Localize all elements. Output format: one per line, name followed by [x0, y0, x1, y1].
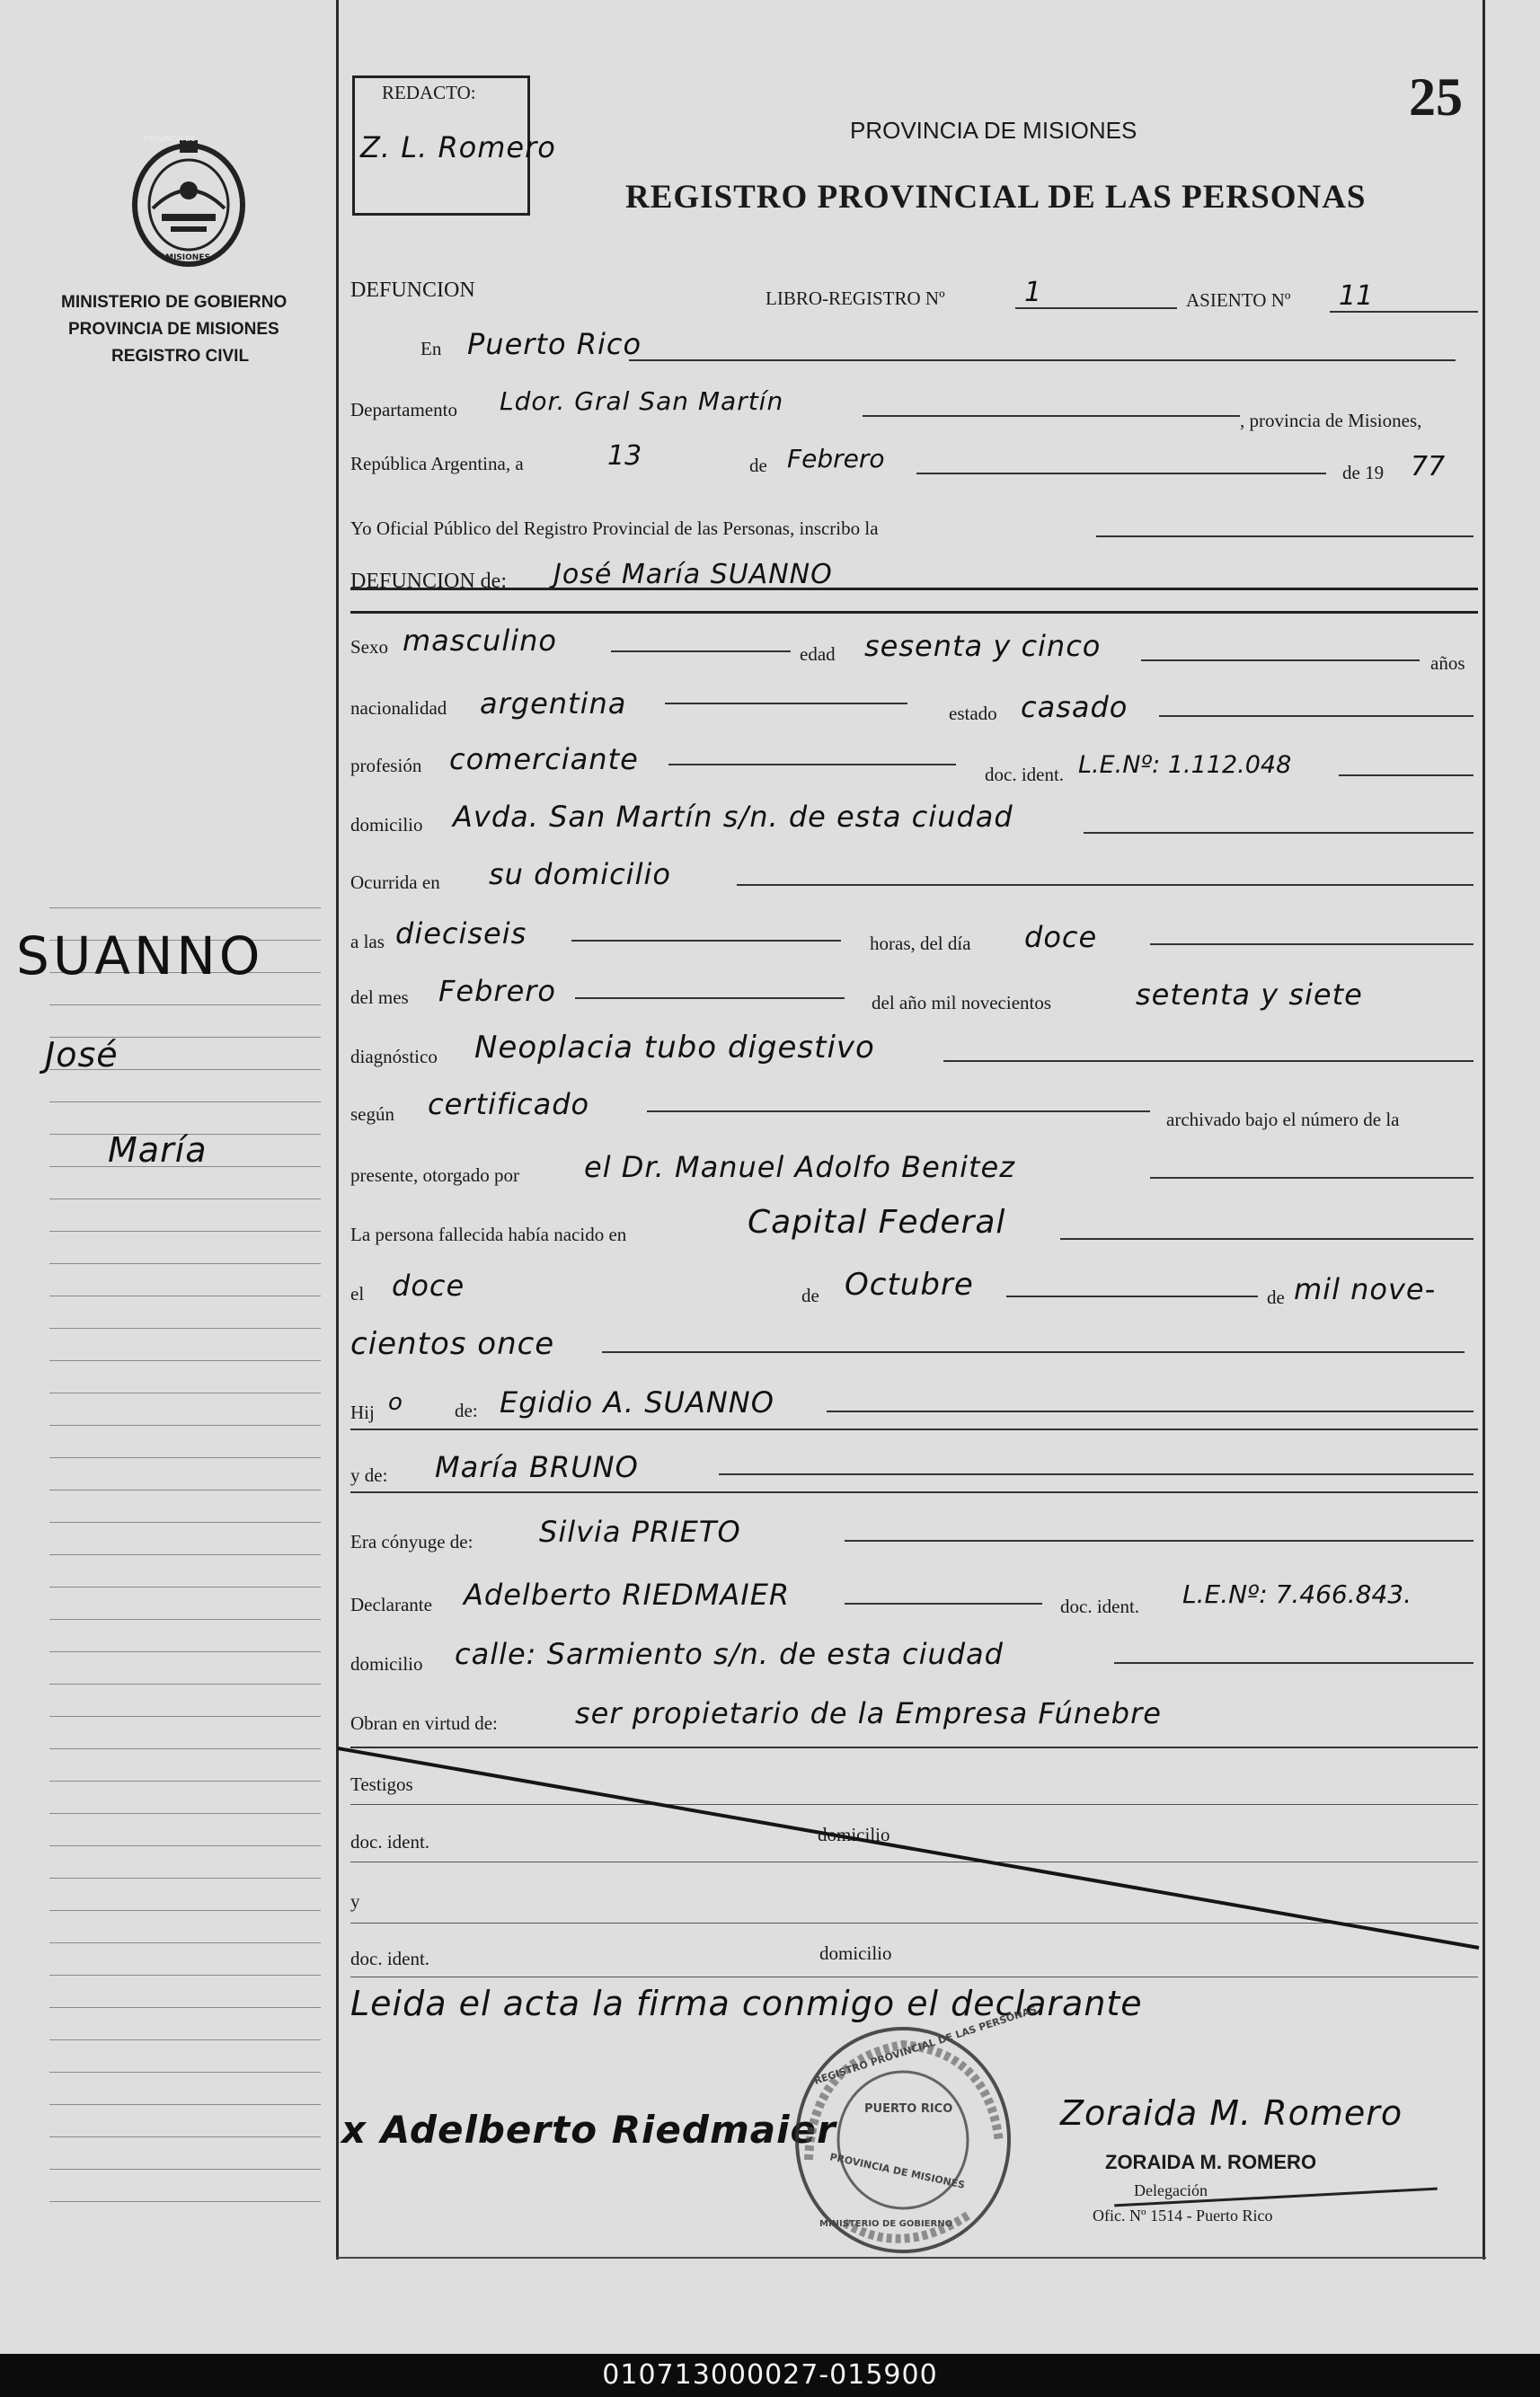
archivado-label: archivado bajo el número de la [1166, 1109, 1400, 1130]
del-mes-label: del mes [350, 986, 409, 1008]
decl-doc-label: doc. ident. [1060, 1596, 1140, 1617]
header-province: PROVINCIA DE MISIONES [850, 117, 1137, 144]
conyuge-label: Era cónyuge de: [350, 1531, 474, 1552]
header-title: REGISTRO PROVINCIAL DE LAS PERSONAS [625, 179, 1367, 216]
t2-domicilio-label: domicilio [819, 1942, 892, 1964]
sexo-label: Sexo [350, 636, 388, 658]
declarante-signature: x Adelberto Riedmaier [341, 2108, 836, 2152]
a-las-value: dieciseis [395, 916, 527, 951]
coat-of-arms-icon [126, 137, 252, 270]
sidebar-rule-line [49, 2201, 321, 2202]
sidebar-rule-line [49, 1975, 321, 1976]
stamp-center-text: PUERTO RICO [864, 2102, 953, 2116]
sidebar-rule-line [49, 1813, 321, 1814]
nacionalidad-value: argentina [480, 686, 627, 721]
obran-value: ser propietario de la Empresa Fúnebre [575, 1696, 1162, 1730]
hijo-de-label: de: [455, 1400, 478, 1421]
ocurrida-value: su domicilio [489, 857, 671, 891]
sidebar-rule-line [49, 2039, 321, 2040]
sidebar-rule-line [49, 1554, 321, 1555]
oficial-signature: Zoraida M. Romero [1060, 2093, 1403, 2133]
t2-doc-label: doc. ident. [350, 1948, 430, 1969]
nac-dia-value: doce [392, 1269, 465, 1303]
redacto-box [352, 75, 556, 216]
sidebar-rule-line [49, 1748, 321, 1749]
sidebar-rule-line [49, 1328, 321, 1329]
sidebar-rule-line [49, 1425, 321, 1426]
defuncion-de-value: José María SUANNO [553, 559, 833, 590]
del-anio-value: setenta y siete [1136, 977, 1363, 1012]
sidebar-rule-line [49, 1457, 321, 1458]
redacto-signature: Z. L. Romero [360, 130, 556, 164]
el-label: el [350, 1283, 365, 1305]
sidebar-rule-line [49, 1942, 321, 1943]
witness-cancel-stroke [338, 1743, 1482, 1955]
margin-second-name: María [108, 1130, 208, 1170]
nac-anio-value: mil nove- [1294, 1272, 1437, 1306]
stamp-bottom-text: PROVINCIA DE MISIONES [828, 2151, 967, 2191]
sidebar-rule-line [49, 1101, 321, 1102]
estado-value: casado [1021, 690, 1128, 724]
yde-label: y de: [350, 1464, 388, 1486]
nacido-label: La persona fallecida había nacido en [350, 1224, 627, 1245]
obran-label: Obran en virtud de: [350, 1712, 498, 1734]
doc-ident-value: L.E.Nº: 1.112.048 [1078, 751, 1292, 779]
domicilio-value: Avda. San Martín s/n. de esta ciudad [453, 800, 1013, 834]
t-domicilio-label: domicilio [818, 1824, 890, 1845]
ministry-line-2: PROVINCIA DE MISIONES [68, 320, 279, 339]
asiento-label: ASIENTO Nº [1186, 289, 1291, 311]
defuncion-de-label: DEFUNCION de: [350, 570, 507, 593]
nacionalidad-label: nacionalidad [350, 697, 447, 719]
ocurrida-label: Ocurrida en [350, 871, 440, 893]
anio-value: 77 [1411, 451, 1446, 482]
image-id-footer: 010713000027-015900 [0, 2354, 1540, 2397]
en-value: Puerto Rico [467, 327, 642, 361]
sidebar-rule-line [49, 1619, 321, 1620]
seal-text-top: PROVINCIA DE [144, 135, 196, 143]
asiento-value: 11 [1339, 280, 1374, 312]
dia-value: 13 [607, 440, 642, 472]
declarante-value: Adelberto RIEDMAIER [464, 1578, 791, 1612]
padre-value: Egidio A. SUANNO [500, 1385, 774, 1420]
oficial-text: Yo Oficial Público del Registro Provincial de las Personas, inscribo la [350, 517, 879, 539]
del-anio-label: del año mil novecientos [872, 992, 1052, 1013]
sidebar-rule-line [49, 1004, 321, 1005]
nac-anio-cont: cientos once [350, 1326, 555, 1362]
dia-muerte-value: doce [1024, 920, 1098, 954]
nacido-value: Capital Federal [748, 1204, 1006, 1241]
sidebar-rule-line [49, 1522, 321, 1523]
edad-label: edad [800, 643, 836, 665]
sidebar-rule-line [49, 1716, 321, 1717]
decl-domicilio-value: calle: Sarmiento s/n. de esta ciudad [455, 1637, 1004, 1671]
page-number: 25 [1409, 67, 1463, 127]
sidebar-rule-line [49, 1587, 321, 1588]
sidebar-rule-line [49, 1198, 321, 1199]
del-mes-value: Febrero [438, 974, 556, 1008]
sidebar-rule-line [49, 2007, 321, 2008]
sidebar-rule-line [49, 2104, 321, 2105]
stamp-ring-text: REGISTRO PROVINCIAL DE LAS PERSONAS [812, 2003, 1039, 2087]
profesion-label: profesión [350, 755, 422, 776]
leida-text: Leida el acta la firma conmigo el declarante [350, 1984, 1143, 2023]
nac-de-label: de [801, 1285, 819, 1306]
segun-value: certificado [428, 1087, 590, 1121]
madre-value: María BRUNO [435, 1450, 639, 1484]
domicilio-label: domicilio [350, 814, 423, 836]
horas-label: horas, del día [870, 933, 971, 954]
act-type: DEFUNCION [350, 279, 475, 302]
oficial-line-3: Ofic. Nº 1514 - Puerto Rico [1093, 2207, 1273, 2225]
libro-label: LIBRO-REGISTRO Nº [766, 287, 945, 309]
hijo-suffix: o [388, 1389, 403, 1416]
margin-surname: SUANNO [16, 925, 264, 986]
sidebar-rule-line [49, 1651, 321, 1652]
stamp-inner-text: MINISTERIO DE GOBIERNO [819, 2219, 953, 2229]
presente-value: el Dr. Manuel Adolfo Benitez [584, 1150, 1016, 1184]
ministry-line-1: MINISTERIO DE GOBIERNO [61, 293, 288, 312]
libro-value: 1 [1024, 277, 1042, 308]
margin-first-name: José [45, 1035, 119, 1075]
seal-text-bottom: MISIONES [165, 253, 210, 262]
republica-label: República Argentina, a [350, 453, 524, 474]
provincia-suffix: , provincia de Misiones, [1240, 410, 1422, 431]
profesion-value: comerciante [449, 742, 639, 776]
segun-label: según [350, 1103, 394, 1125]
hijo-label: Hij [350, 1402, 375, 1423]
sidebar-rule-line [49, 907, 321, 908]
diagnostico-label: diagnóstico [350, 1046, 438, 1067]
sidebar-rule-line [49, 1360, 321, 1361]
mes-value: Febrero [787, 444, 885, 473]
redacto-label: REDACTO: [382, 82, 476, 103]
oficial-line-2: Delegación [1134, 2181, 1208, 2199]
de-label: de [749, 455, 767, 476]
sidebar-rule-line [49, 1878, 321, 1879]
departamento-value: Ldor. Gral San Martín [500, 386, 784, 416]
declarante-label: Declarante [350, 1594, 432, 1615]
edad-value: sesenta y cinco [864, 629, 1102, 663]
nac-mes-value: Octubre [845, 1267, 974, 1303]
sidebar-rule-line [49, 1684, 321, 1685]
a-las-label: a las [350, 931, 385, 952]
doc-ident-label: doc. ident. [985, 764, 1065, 785]
diagnostico-value: Neoplacia tubo digestivo [474, 1030, 875, 1066]
anio-label: de 19 [1342, 462, 1385, 483]
estado-label: estado [949, 703, 997, 724]
ministry-line-3: REGISTRO CIVIL [111, 347, 250, 366]
sexo-value: masculino [403, 624, 557, 658]
sidebar-rule-line [49, 2072, 321, 2073]
sidebar-rule-line [49, 1910, 321, 1911]
en-label: En [420, 338, 442, 359]
sidebar-rule-line [49, 2136, 321, 2137]
t-y-label: y [350, 1890, 360, 1912]
decl-doc-value: L.E.Nº: 7.466.843. [1182, 1579, 1412, 1609]
testigos-label: Testigos [350, 1773, 413, 1795]
t-doc-label: doc. ident. [350, 1831, 430, 1853]
anios-label: años [1430, 652, 1465, 674]
presente-label: presente, otorgado por [350, 1164, 519, 1186]
nac-de2-label: de [1267, 1287, 1285, 1308]
conyuge-value: Silvia PRIETO [539, 1515, 741, 1549]
decl-domicilio-label: domicilio [350, 1653, 423, 1675]
sidebar-rule-line [49, 1263, 321, 1264]
sidebar-rule-line [49, 1845, 321, 1846]
sidebar-rule-line [49, 1231, 321, 1232]
sidebar-rule-line [49, 1781, 321, 1782]
oficial-name: ZORAIDA M. ROMERO [1105, 2151, 1317, 2173]
right-margin-rule [1482, 0, 1485, 2260]
sidebar-rule-line [49, 2169, 321, 2170]
departamento-label: Departamento [350, 399, 457, 420]
